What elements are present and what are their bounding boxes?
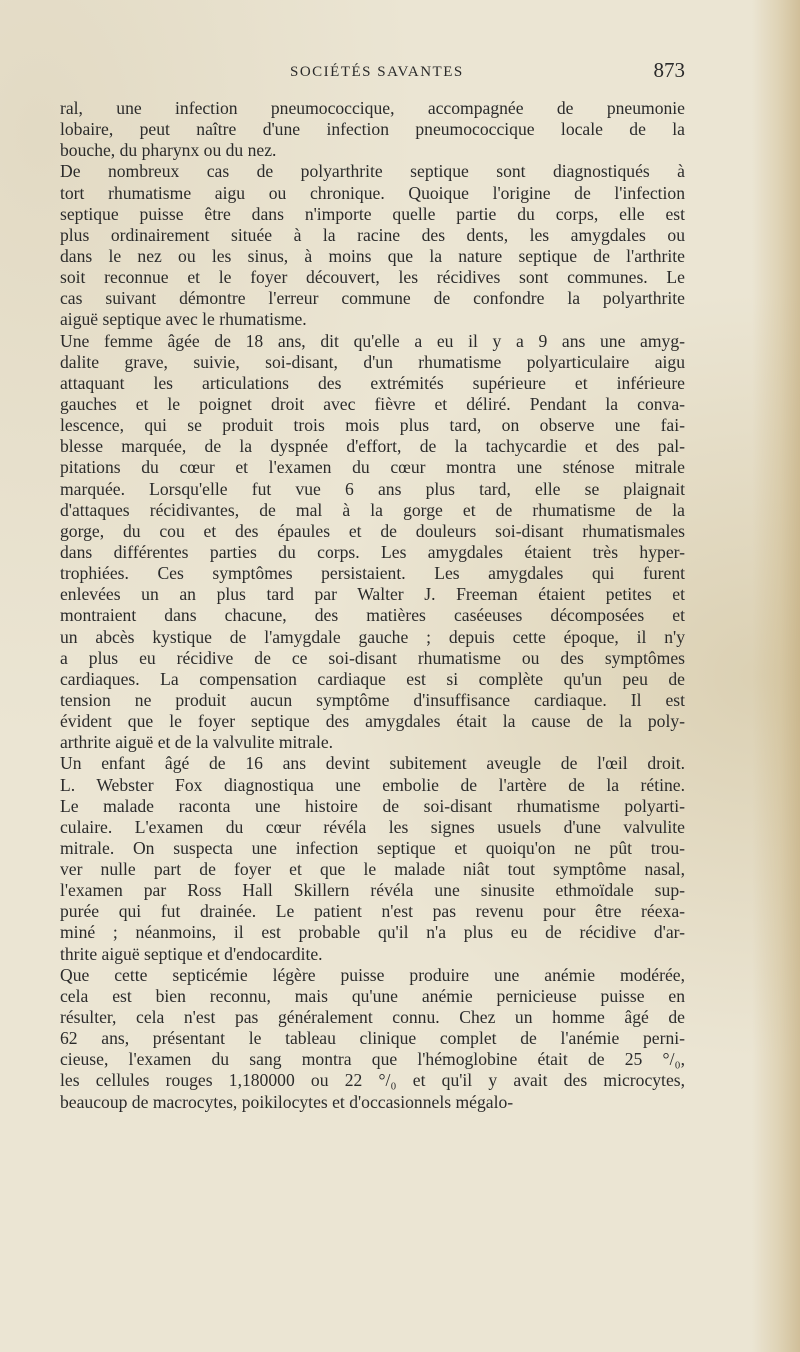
text-line: trophiées. Ces symptômes persistaient. Les amygdales qui furent xyxy=(60,563,685,584)
text-line: soit reconnue et le foyer découvert, les récidives sont communes. Le xyxy=(60,267,685,288)
text-line: Une femme âgée de 18 ans, dit qu'elle a eu il y a 9 ans une amyg- xyxy=(60,330,685,351)
text-line: beaucoup de macrocytes, poikilocytes et d'occasionnels mégalo- xyxy=(60,1091,514,1112)
text-line: miné ; néanmoins, il est probable qu'il n'a plus eu de récidive d'ar- xyxy=(60,922,685,943)
text-line: Un enfant âgé de 16 ans devint subitement aveugle de l'œil droit. xyxy=(60,753,685,774)
page-edge-shadow xyxy=(752,0,800,1352)
text-line: aiguë septique avec le rhumatisme. xyxy=(60,309,307,330)
text-line: bouche, du pharynx ou du nez. xyxy=(60,140,277,161)
text-line: lobaire, peut naître d'une infection pneumococcique locale de la xyxy=(60,119,685,140)
text-line: thrite aiguë septique et d'endocardite. xyxy=(60,943,323,964)
text-line: Le malade raconta une histoire de soi-disant rhumatisme polyarti- xyxy=(60,795,685,816)
text-line: lescence, qui se produit trois mois plus tard, on observe une fai- xyxy=(60,415,685,436)
text-line: les cellules rouges 1,180000 ou 22 °/₀ et qu'il y avait des microcytes, xyxy=(60,1070,685,1091)
body-text xyxy=(60,98,685,1113)
text-line: dans le nez ou les sinus, à moins que la nature septique de l'arthrite xyxy=(60,245,685,266)
text-line: arthrite aiguë et de la valvulite mitrale. xyxy=(60,732,334,753)
text-line: gorge, du cou et des épaules et de douleurs soi-disant rhumatismales xyxy=(60,520,685,541)
page-number: 873 xyxy=(653,58,685,82)
text-line: dans différentes parties du corps. Les amygdales étaient très hyper- xyxy=(60,541,685,562)
text-line: l'examen par Ross Hall Skillern révéla une sinusite ethmoïdale sup- xyxy=(60,880,685,901)
text-line: blesse marquée, de la dyspnée d'effort, de la tachycardie et des pal- xyxy=(60,436,685,457)
text-line: d'attaques récidivantes, de mal à la gorge et de rhumatisme de la xyxy=(60,499,685,520)
paragraph xyxy=(60,98,685,161)
text-line: cela est bien reconnu, mais qu'une anémie pernicieuse puisse en xyxy=(60,985,685,1006)
text-line: dalite grave, suivie, soi-disant, d'un rhumatisme polyarticulaire aigu xyxy=(60,351,685,372)
running-title: SOCIÉTÉS SAVANTES xyxy=(290,64,464,80)
text-line: tension ne produit aucun symptôme d'insuffisance cardiaque. Il est xyxy=(60,689,685,710)
text-line: mitrale. On suspecta une infection septique et quoiqu'on ne pût trou- xyxy=(60,837,685,858)
paragraph xyxy=(60,753,685,964)
text-line: cas suivant démontre l'erreur commune de confondre la polyarthrite xyxy=(60,288,685,309)
text-line: pitations du cœur et l'examen du cœur montra une sténose mitrale xyxy=(60,457,685,478)
page-header xyxy=(60,56,685,86)
text-line: septique puisse être dans n'importe quelle partie du corps, elle est xyxy=(60,203,685,224)
text-line: tort rhumatisme aigu ou chronique. Quoique l'origine de l'infection xyxy=(60,182,685,203)
text-line: montraient dans chacune, des matières caséeuses décomposées et xyxy=(60,605,685,626)
text-line: un abcès kystique de l'amygdale gauche ; depuis cette époque, il n'y xyxy=(60,626,685,647)
text-line: cieuse, l'examen du sang montra que l'hémoglobine était de 25 °/₀, xyxy=(60,1049,685,1070)
paragraph xyxy=(60,965,685,1113)
text-line: purée qui fut drainée. Le patient n'est pas revenu pour être réexa- xyxy=(60,901,685,922)
text-line: évident que le foyer septique des amygdales était la cause de la poly- xyxy=(60,711,685,732)
text-line: attaquant les articulations des extrémités supérieure et inférieure xyxy=(60,372,685,393)
text-line: ral, une infection pneumococcique, accompagnée de pneumonie xyxy=(60,98,685,118)
text-line: marquée. Lorsqu'elle fut vue 6 ans plus tard, elle se plaignait xyxy=(60,478,685,499)
paragraph xyxy=(60,331,685,754)
text-line: résulter, cela n'est pas généralement connu. Chez un homme âgé de xyxy=(60,1007,685,1028)
text-line: enlevées un an plus tard par Walter J. Freeman étaient petites et xyxy=(60,584,685,605)
text-line: a plus eu récidive de ce soi-disant rhumatisme ou des symptômes xyxy=(60,647,685,668)
text-line: L. Webster Fox diagnostiqua une embolie de l'artère de la rétine. xyxy=(60,774,685,795)
text-line: Que cette septicémie légère puisse produire une anémie modérée, xyxy=(60,964,685,985)
paragraph xyxy=(60,161,685,330)
text-line: gauches et le poignet droit avec fièvre et déliré. Pendant la conva- xyxy=(60,393,685,414)
text-line: De nombreux cas de polyarthrite septique sont diagnostiqués à xyxy=(60,161,685,182)
text-line: ver nulle part de foyer et que le malade niât tout symptôme nasal, xyxy=(60,859,685,880)
text-line: 62 ans, présentant le tableau clinique complet de l'anémie perni- xyxy=(60,1028,685,1049)
text-line: cardiaques. La compensation cardiaque est si complète qu'un peu de xyxy=(60,668,685,689)
text-line: culaire. L'examen du cœur révéla les signes usuels d'une valvulite xyxy=(60,816,685,837)
text-line: plus ordinairement située à la racine des dents, les amygdales ou xyxy=(60,224,685,245)
